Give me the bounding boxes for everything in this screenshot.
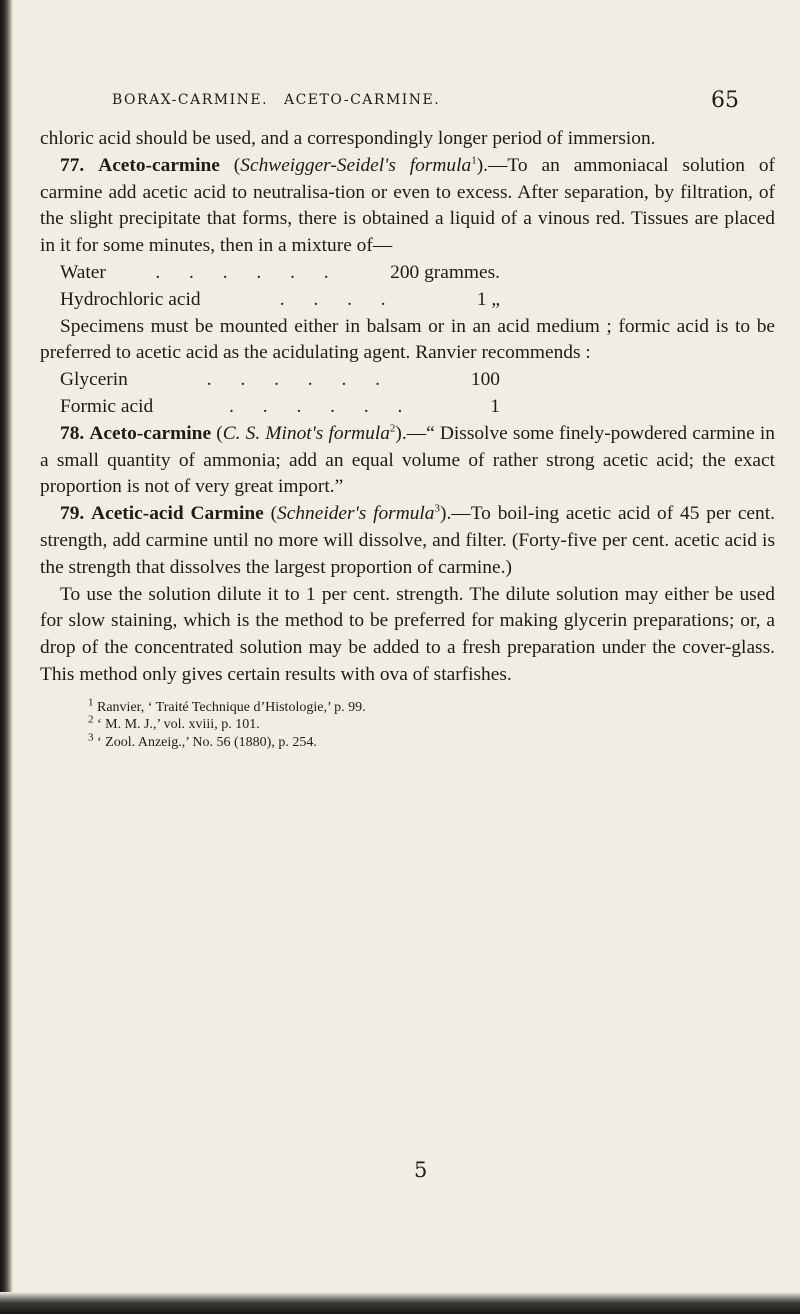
body-text	[40, 126, 775, 689]
section-79-text: ).—To boil-ing acetic acid of 45 per cent. strength, add carmine until no more will dissolve, and filter. (Forty-five per cent. acetic acid is the strength that dissolves the largest proportion of carmine.)	[40, 503, 775, 578]
footnote-ref-3: 3	[434, 502, 440, 515]
footnote-ref-2: 2	[389, 422, 396, 435]
recipe-row	[40, 394, 500, 421]
recipe-quantity: 1 „	[476, 288, 500, 310]
recipe-ingredient: Hydrochloric acid	[60, 288, 201, 310]
footnote-ref-1: 1	[471, 154, 477, 167]
section-78	[40, 421, 775, 501]
section-79-title: Acetic-acid Carmine	[91, 503, 264, 525]
footnote-text: Ranvier, ‘ Traité Technique d’Histologie,’ p. 99.	[97, 699, 366, 715]
running-head: BORAX-CARMINE. ACETO-CARMINE.	[112, 92, 441, 108]
footnote	[88, 696, 775, 717]
section-79	[40, 501, 775, 581]
page-header	[40, 88, 775, 126]
recipe-row	[40, 287, 500, 314]
footnote-mark: 1	[88, 696, 94, 709]
section-77-formula: Schweigger-Seidel's formula	[240, 154, 472, 176]
signature-mark: 5	[414, 1158, 428, 1182]
footnote-mark: 3	[88, 731, 94, 744]
book-page	[40, 88, 775, 751]
recipe-quantity: 200 grammes.	[390, 261, 500, 283]
binding-gutter-shadow	[0, 0, 13, 1314]
recipe-leader-dots: . . . . . .	[206, 369, 393, 391]
recipe-quantity: 100	[470, 369, 500, 391]
section-78-number: 78.	[60, 422, 85, 444]
section-78-text: ).—“ Dissolve some finely-powdered carmine in a small quantity of ammonia; add an equal volume of rather strong acetic acid; the exact proportion is not of very great import.”	[40, 422, 775, 498]
page-number: 65	[711, 88, 739, 113]
paragraph-specimens: Specimens must be mounted either in balsam or in an acid medium ; formic acid is to be preferred to acetic acid as the acidulating agent. Ranvier recommends :	[40, 315, 775, 364]
footnote	[88, 731, 775, 752]
recipe-row	[40, 260, 500, 287]
recipe-leader-dots: . . . .	[279, 288, 398, 310]
recipe-ingredient: Glycerin	[60, 369, 128, 391]
recipe-ingredient: Formic acid	[60, 395, 154, 417]
section-79-paren: (	[270, 503, 278, 525]
paragraph-continuation: chloric acid should be used, and a correspondingly longer period of immersion.	[40, 128, 656, 149]
section-79-number: 79.	[60, 503, 85, 525]
section-77-paren: (	[233, 154, 241, 176]
footnote-text: ‘ Zool. Anzeig.,’ No. 56 (1880), p. 254.	[97, 734, 317, 750]
footnotes	[40, 696, 775, 752]
footnote-text: ‘ M. M. J.,’ vol. xviii, p. 101.	[97, 717, 260, 733]
recipe-row	[40, 367, 500, 394]
paragraph-usage: To use the solution dilute it to 1 per cent. strength. The dilute solution may either be used for slow staining, which is the method to be preferred for making glycerin preparations; or, a drop of the concentrated solution may be added to a fresh preparation under the cover-glass. This method only gives certain results with ova of starfishes.	[40, 583, 775, 685]
section-77-title: Aceto-carmine	[98, 154, 220, 176]
section-79-formula: Schneider's formula	[277, 503, 435, 525]
section-77	[40, 153, 775, 260]
section-78-formula: C. S. Minot's formula	[222, 422, 390, 444]
recipe-quantity: 1	[490, 395, 500, 417]
footnote-mark: 2	[88, 713, 94, 726]
recipe-leader-dots: . . . . . .	[229, 395, 415, 417]
section-78-title: Aceto-carmine	[89, 422, 212, 444]
scan-edge-shadow	[0, 1292, 800, 1314]
section-77-number: 77.	[60, 154, 85, 176]
footnote	[88, 713, 775, 734]
section-78-paren: (	[216, 422, 223, 444]
recipe-ingredient: Water	[60, 261, 106, 283]
recipe-leader-dots: . . . . . .	[155, 261, 341, 283]
section-77-text: ).—To an ammoniacal solution of carmine add acetic acid to neutralisa-tion or even to excess. After separation, by filtration, of the slight precipitate that forms, there is obtained a liquid of a vinous red. Tissues are placed in it for some minutes, then in a mixture of—	[40, 154, 775, 257]
